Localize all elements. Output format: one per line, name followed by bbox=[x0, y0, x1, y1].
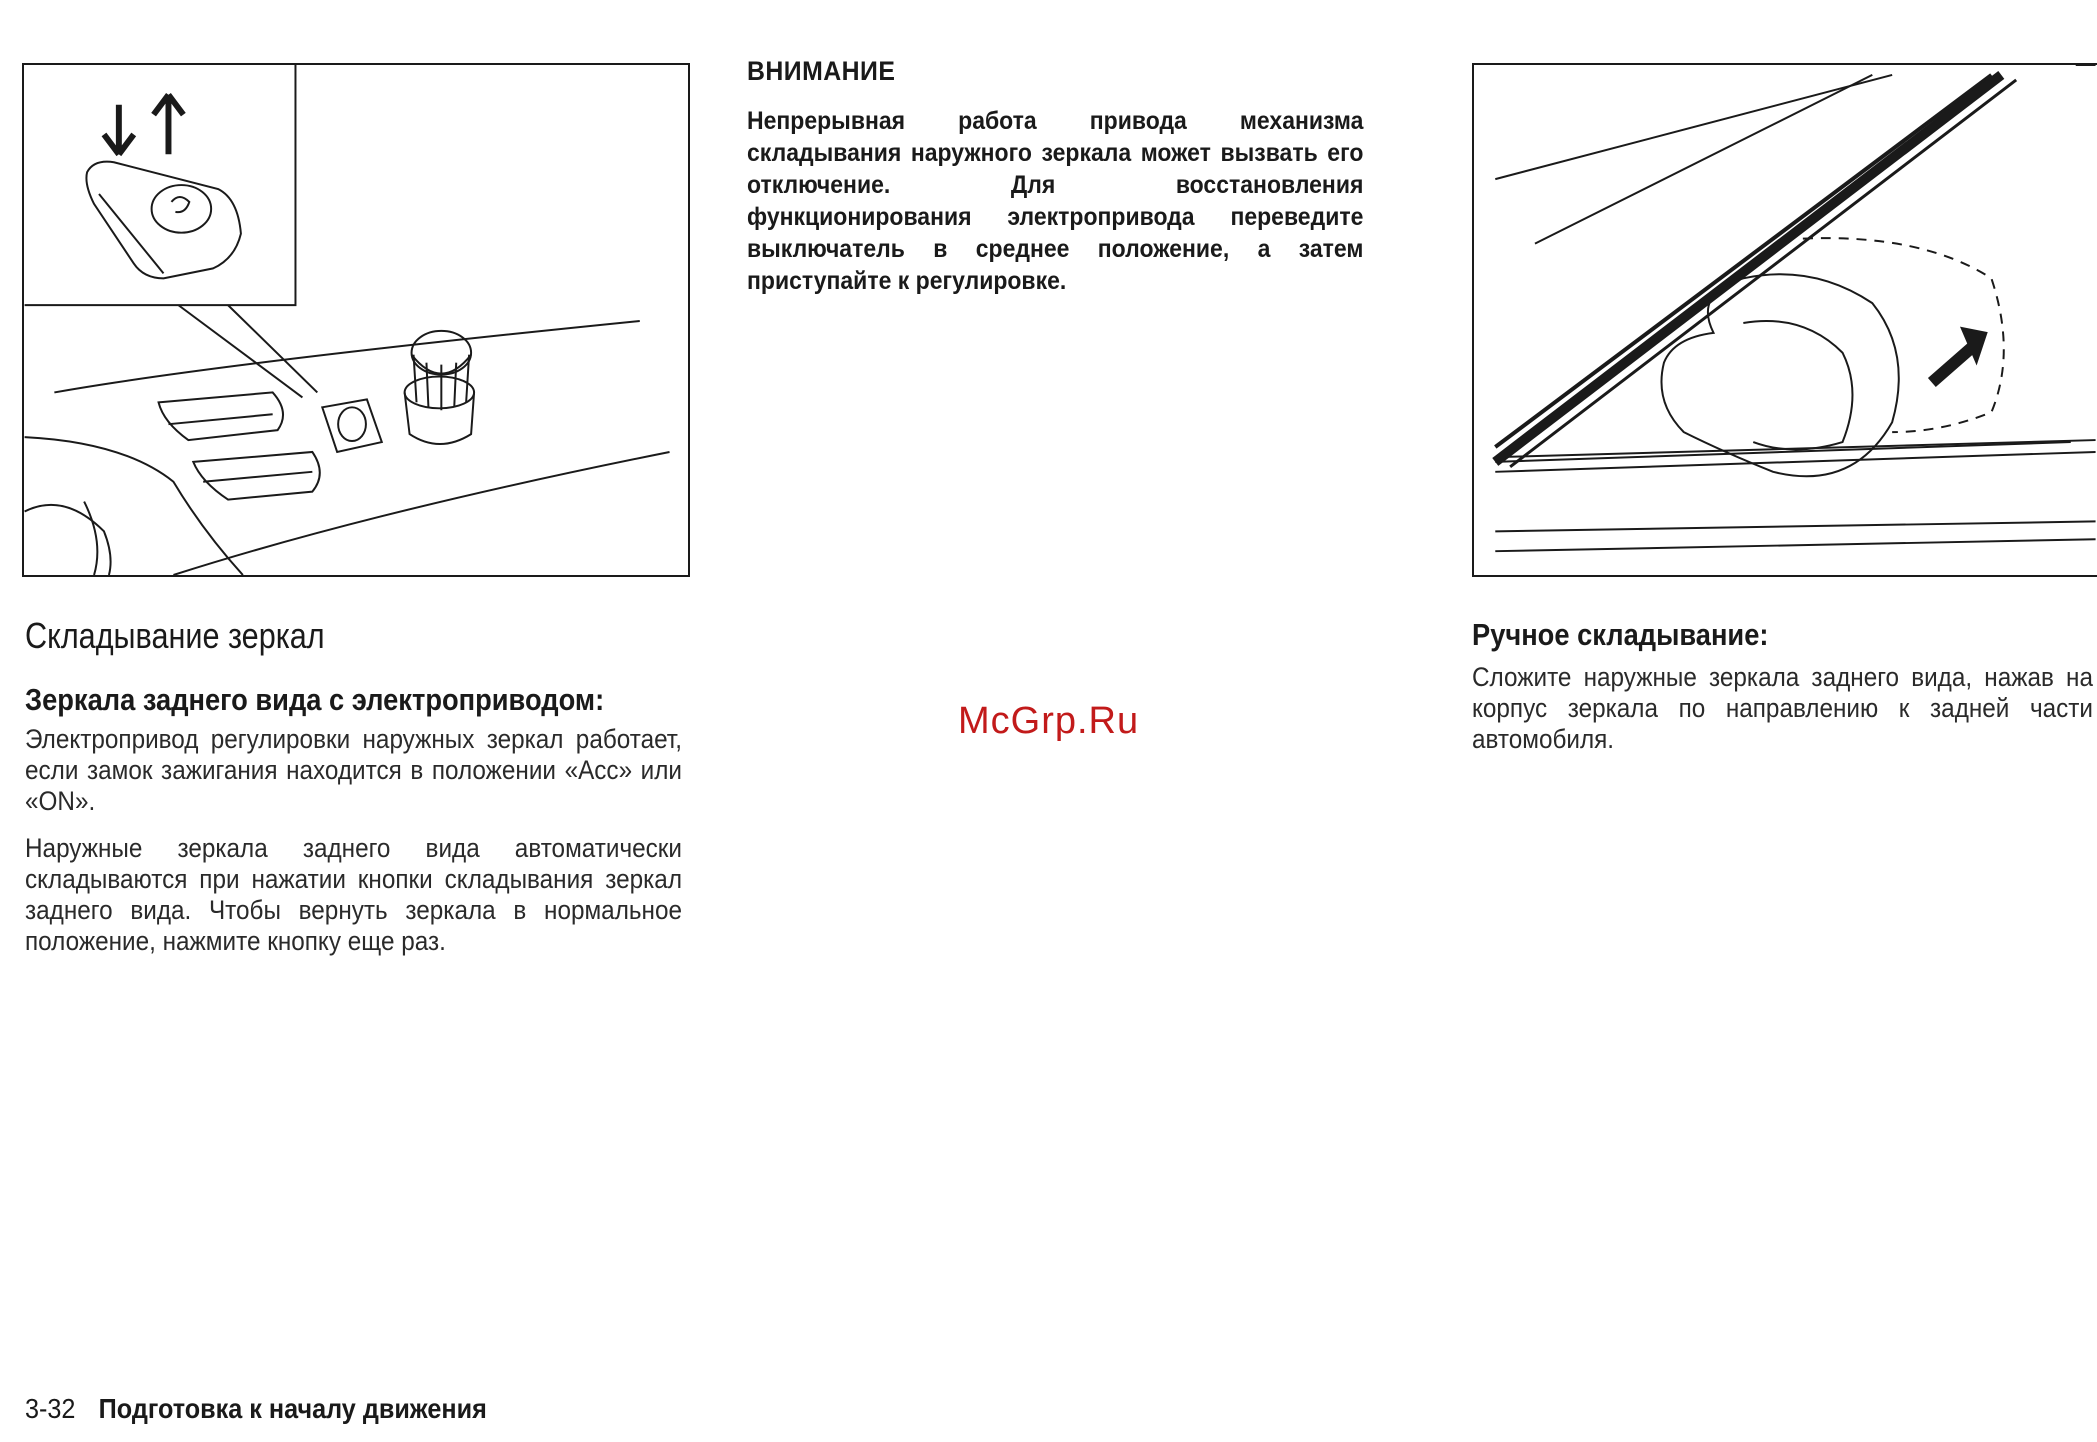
mirror-fold-illustration bbox=[1474, 65, 2097, 575]
mirror-switch-illustration bbox=[24, 65, 688, 575]
section-title: Складывание зеркал bbox=[25, 615, 325, 656]
manual-mirror-fold-figure bbox=[1472, 63, 2097, 577]
mirror-fold-switch-figure bbox=[22, 63, 690, 577]
warning-title: ВНИМАНИЕ bbox=[747, 56, 896, 86]
section-subtitle: Зеркала заднего вида с электроприводом: bbox=[25, 682, 605, 717]
chapter-title: Подготовка к началу движения bbox=[98, 1393, 487, 1424]
manual-fold-body: Сложите наружные зеркала заднего вида, нажав на корпус зеркала по направлению к задней части автомобиля. bbox=[1472, 662, 2093, 754]
warning-body: Непрерывная работа привода механизма складывания наружного зеркала может вызвать его отключение. Для восстановления функционирования электропривода переведите выключатель в среднее положение, а затем приступайте к регулировке. bbox=[747, 107, 1364, 295]
manual-fold-title: Ручное складывание: bbox=[1472, 617, 1769, 652]
page-footer bbox=[25, 1393, 487, 1425]
paragraph-auto-fold: Наружные зеркала заднего вида автоматически складываются при нажатии кнопки складывания зеркал заднего вида. Чтобы вернуть зеркала в нормальное положение, нажмите кнопку еще раз. bbox=[25, 833, 682, 956]
paragraph-power-mirrors: Электропривод регулировки наружных зеркал работает, если замок зажигания находится в положении «Acc» или «ON». bbox=[25, 724, 682, 816]
page-number: 3-32 bbox=[25, 1393, 76, 1424]
watermark-link[interactable]: McGrp.Ru bbox=[958, 700, 1140, 742]
